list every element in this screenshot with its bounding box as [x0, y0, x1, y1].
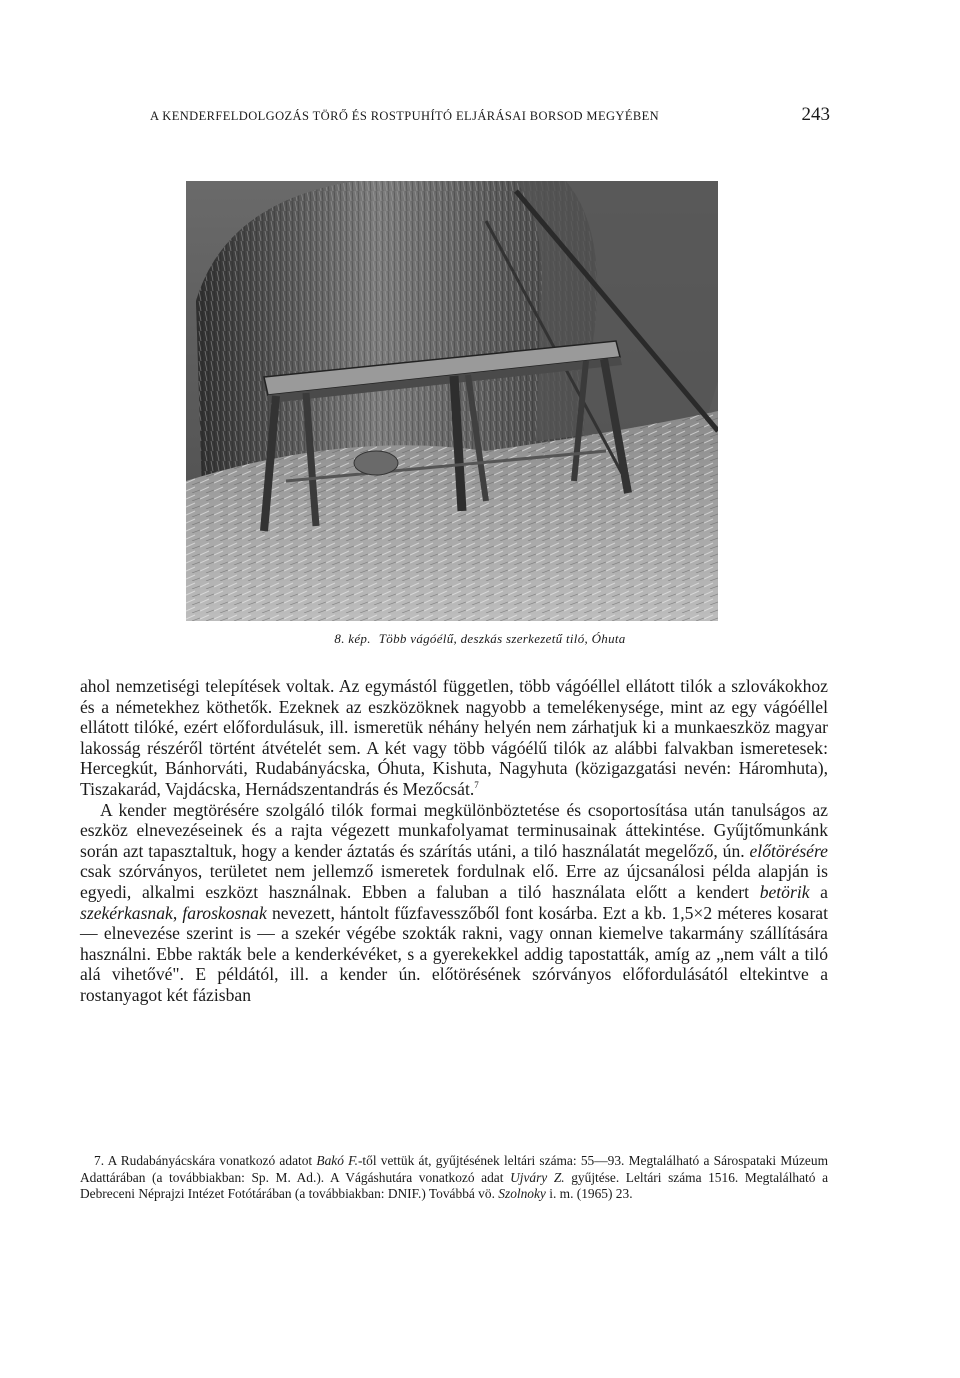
figure-caption [0, 631, 960, 647]
photo-illustration [186, 181, 718, 621]
caption-number: 8. kép. [334, 631, 371, 646]
footnote-number: 7. [94, 1153, 105, 1168]
footnote-reference: 7 [474, 780, 479, 791]
caption-text: Több vágóélű, deszkás szerkezetű tiló, Óhuta [378, 631, 626, 646]
photograph-flax-brake [186, 181, 718, 621]
body-text [80, 676, 828, 1006]
paragraph: ahol nemzetiségi telepítések voltak. Az egymástól független, több vágóéllel ellátott tilók a szlovákokhoz és a németekhez köthetők. Ezeknek az eszközöknek nagyobb a temelékenysége, mint az egy vágóéllel ellátott tilóké, ezért előfordulásuk, ill. ismeretük néhány helyén nem zárhatjuk ki a munkaeszköz magyar lakosság részéről történt átvételét sem. A két vagy több vágóélű tilók az alábbi falvakban ismeretesek: Hercegkút, Bánhorváti, Rudabányácska, Óhuta, Kishuta, Nagyhuta (közigazgatási nevén: Háromhuta), Tiszakarád, Vajdácska, Hernádszentandrás és Mezőcsát.$^7$ [80, 676, 828, 799]
footnotes [80, 1153, 828, 1203]
running-head [150, 104, 830, 126]
running-title: A KENDERFELDOLGOZÁS TÖRŐ ÉS ROSTPUHÍTÓ ELJÁRÁSAI BORSOD MEGYÉBEN [150, 109, 660, 123]
stump [354, 451, 398, 475]
paragraph: A kender megtörésére szolgáló tilók formai megkülönböztetése és csoportosítása után tanulságos az eszköz elnevezéseinek és a rajta végezett munkafolyamat terminusainak áttekintése. Gyűjtőmunkánk során azt tapasztaltuk, hogy a kender áztatás és szárítás utáni, a tiló használatát megelőző, ún. előtörésére csak szórványos, területet nem jellemző ismeretek fordulnak elő. Erre az újcsanálosi példa alapján is egyedi, alkalmi eszközt használnak. Ebben a faluban a tiló használata előtt a kendert betörik a szekérkasnak, faroskosnak nevezett, hántolt fűzfavesszőből font kosárba. Ezt a kb. 1,5×2 méteres kosarat — elnevezése szerint is — a szekér végébe szokták rakni, vagy onnan kiemelve takarmány szállítására használni. Ebbe rakták bele a kenderkévéket, s a gyerekekkel addig tapostatták, amíg az „nem vált a tiló alá vihetővé". E példától, ill. a kender ún. előtörésének szórványos előfordulásától eltekintve a rostanyagot két fázisban [80, 799, 828, 1005]
page-number: 243 [801, 104, 830, 125]
footnote: 7. A Rudabányácskára vonatkozó adatot Bakó F.-től vettük át, gyűjtésének leltári száma: 55—93. Megtalálható a Sárospataki Múzeum Adattárában (a továbbiakban: Sp. M. Ad.). A Vágáshutára vonatkozó adat Ujváry Z. gyűjtése. Leltári száma 1516. Megtalálható a Debreceni Néprajzi Intézet Fotótárában (a továbbiakban: DNIF.) Továbbá vö. Szolnoky i. m. (1965) 23. [80, 1153, 829, 1201]
